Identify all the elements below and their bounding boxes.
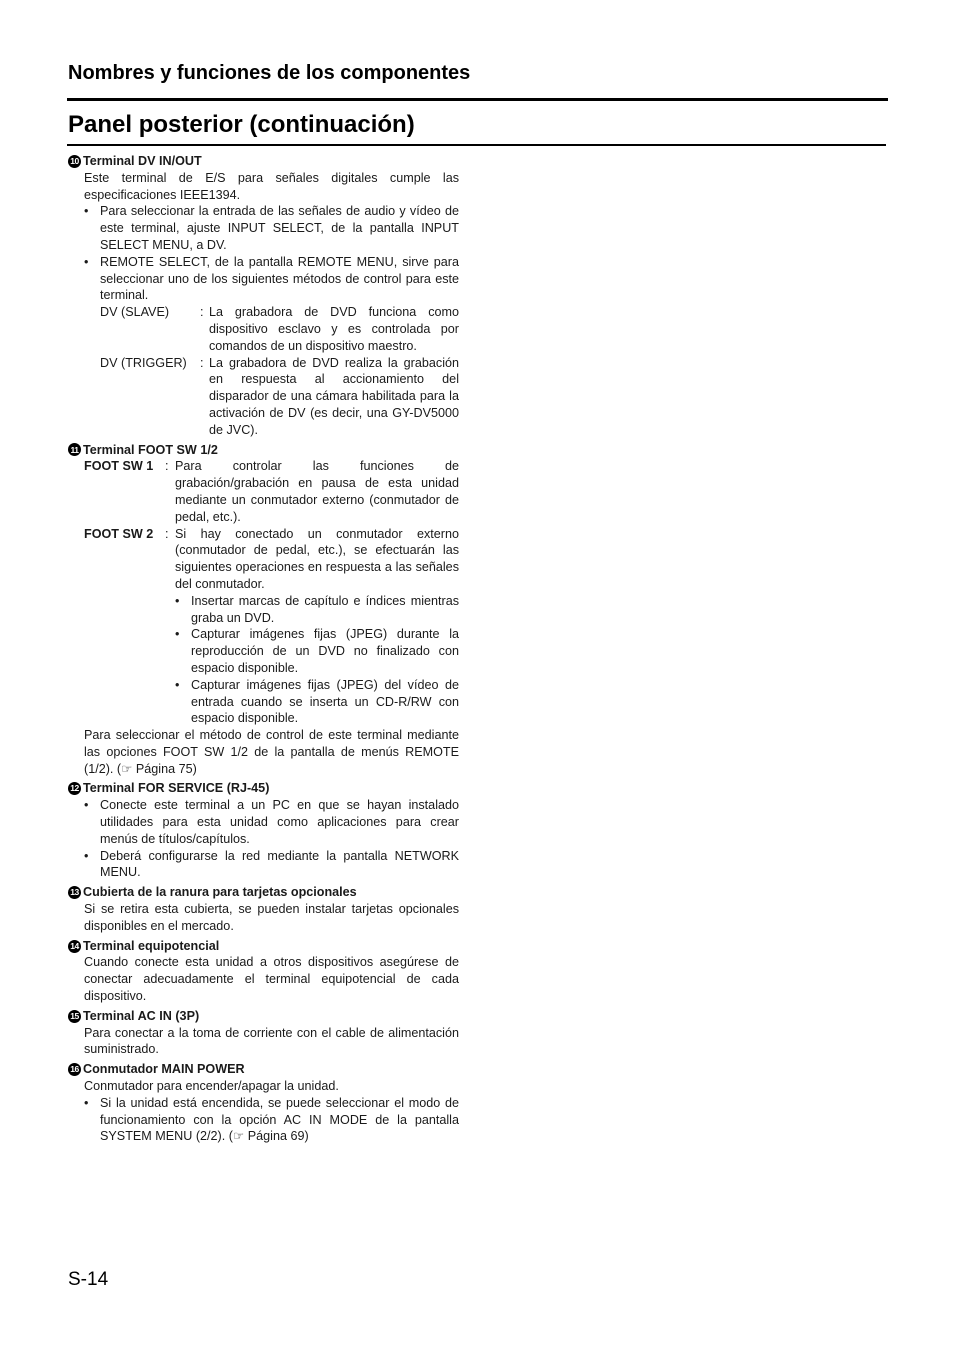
bullet-icon: •: [84, 254, 89, 269]
item-foot-sw: [68, 442, 459, 778]
item-for-service: [68, 780, 459, 881]
item-title: Terminal FOOT SW 1/2: [83, 442, 218, 457]
item-heading: [68, 153, 459, 170]
item-dv-in-out: [68, 153, 459, 439]
definition-colon: :: [165, 526, 169, 541]
item-equipotential: [68, 938, 459, 1005]
item-title: Terminal AC IN (3P): [83, 1008, 200, 1023]
page-number: S-14: [68, 1269, 109, 1290]
bullet-text: Capturar imágenes fijas (JPEG) del vídeo de entrada cuando se inserta un CD-R/RW con espacio disponible.: [191, 677, 459, 726]
item-body: Si se retira esta cubierta, se pueden instalar tarjetas opcionales disponibles en el mercado.: [84, 902, 459, 933]
title-rule: [67, 144, 886, 146]
bullet-text: Capturar imágenes fijas (JPEG) durante la reproducción de un DVD no finalizado con espacio disponible.: [191, 627, 459, 675]
bullet-item: [84, 848, 459, 882]
bullet-icon: •: [175, 627, 180, 642]
definition-text: La grabadora de DVD realiza la grabación en respuesta al accionamiento del disparador de una cámara habilitada para la activación de DV (es decir, una GY-DV5000 de JVC).: [209, 355, 459, 437]
definition-row: [100, 355, 459, 439]
bullet-text: Insertar marcas de capítulo e índices mientras graba un DVD.: [191, 593, 459, 625]
bullet-icon: •: [84, 204, 89, 219]
item-heading: [68, 938, 459, 955]
item-main-power: [68, 1061, 459, 1145]
sub-bullet-item: [175, 626, 459, 676]
page-title: Panel posterior (continuación): [68, 111, 415, 138]
item-body: Cuando conecte esta unidad a otros dispositivos asegúrese de conectar adecuadamente el terminal equipotencial de cada dispositivo.: [84, 955, 459, 1004]
item-title: Terminal FOR SERVICE (RJ-45): [83, 781, 270, 796]
bullet-text: Si la unidad está encendida, se puede seleccionar el modo de funcionamiento con la opción AC IN MODE de la pantalla SYSTEM MENU (2/2). (☞ Página 69): [100, 1095, 459, 1144]
bullet-text: Para seleccionar la entrada de las señales de audio y vídeo de este terminal, ajuste INPUT SELECT, de la pantalla INPUT SELECT MENU, a DV.: [100, 204, 459, 252]
circled-number-icon: 11: [68, 443, 81, 456]
section-header: Nombres y funciones de los componentes: [68, 62, 471, 84]
bullet-icon: •: [175, 677, 180, 692]
definition-row: [84, 526, 459, 593]
item-title: Terminal equipotencial: [83, 938, 220, 953]
item-body: Para conectar a la toma de corriente con el cable de alimentación suministrado.: [84, 1025, 459, 1057]
bullet-icon: •: [84, 798, 89, 813]
definition-text: La grabadora de DVD funciona como dispositivo esclavo y es controlada por comandos de un dispositivo maestro.: [209, 305, 459, 353]
content-column: [68, 153, 459, 1148]
bullet-icon: •: [84, 848, 89, 863]
item-title: Conmutador MAIN POWER: [83, 1062, 245, 1077]
bullet-item: [84, 254, 459, 304]
bullet-text: REMOTE SELECT, de la pantalla REMOTE MENU, sirve para seleccionar uno de los siguientes métodos de control para este terminal.: [100, 254, 459, 303]
definition-text: Para controlar las funciones de grabación/grabación en pausa de esta unidad mediante un conmutador externo (conmutador de pedal, etc.).: [175, 459, 459, 524]
circled-number-icon: 15: [68, 1010, 81, 1023]
definition-row: [84, 458, 459, 525]
circled-number-icon: 14: [68, 940, 81, 953]
circled-number-icon: 16: [68, 1063, 81, 1076]
sub-bullet-item: [175, 593, 459, 627]
circled-number-icon: 10: [68, 155, 81, 168]
item-title: Cubierta de la ranura para tarjetas opcionales: [83, 885, 357, 900]
item-body: Para seleccionar el método de control de este terminal mediante las opciones FOOT SW 1/2 de la pantalla de menús REMOTE (1/2). (☞ Página 75): [84, 728, 459, 776]
circled-number-icon: 13: [68, 886, 81, 899]
bullet-icon: •: [175, 593, 180, 608]
item-body: Este terminal de E/S para señales digitales cumple las especificaciones IEEE1394.: [84, 170, 459, 202]
definition-term: DV (TRIGGER): [100, 355, 187, 370]
bullet-icon: •: [84, 1095, 89, 1110]
definition-term: DV (SLAVE): [100, 305, 170, 320]
item-ac-in: [68, 1008, 459, 1058]
item-heading: [68, 442, 459, 459]
header-rule: [67, 98, 888, 101]
definition-colon: :: [165, 459, 169, 474]
bullet-item: [84, 203, 459, 253]
item-body: Conmutador para encender/apagar la unidad.: [84, 1079, 339, 1094]
sub-bullet-item: [175, 677, 459, 727]
bullet-item: [84, 797, 459, 847]
definition-term: FOOT SW 1: [84, 459, 154, 474]
item-heading: [68, 1061, 459, 1078]
item-option-slot-cover: [68, 884, 459, 934]
bullet-item: [84, 1095, 459, 1145]
item-heading: [68, 780, 459, 797]
bullet-text: Deberá configurarse la red mediante la pantalla NETWORK MENU.: [100, 848, 459, 880]
definition-colon: :: [200, 305, 204, 320]
definition-term: FOOT SW 2: [84, 526, 154, 541]
item-title: Terminal DV IN/OUT: [83, 154, 202, 168]
definition-row: [100, 304, 459, 354]
bullet-text: Conecte este terminal a un PC en que se hayan instalado utilidades para esta unidad como aplicaciones para crear menús de títulos/capítulos.: [100, 798, 459, 846]
item-heading: [68, 1008, 459, 1025]
item-heading: [68, 884, 459, 901]
definition-colon: :: [200, 355, 204, 370]
circled-number-icon: 12: [68, 782, 81, 795]
definition-text: Si hay conectado un conmutador externo (conmutador de pedal, etc.), se efectuarán las siguientes operaciones en respuesta a las señales del conmutador.: [175, 526, 459, 591]
